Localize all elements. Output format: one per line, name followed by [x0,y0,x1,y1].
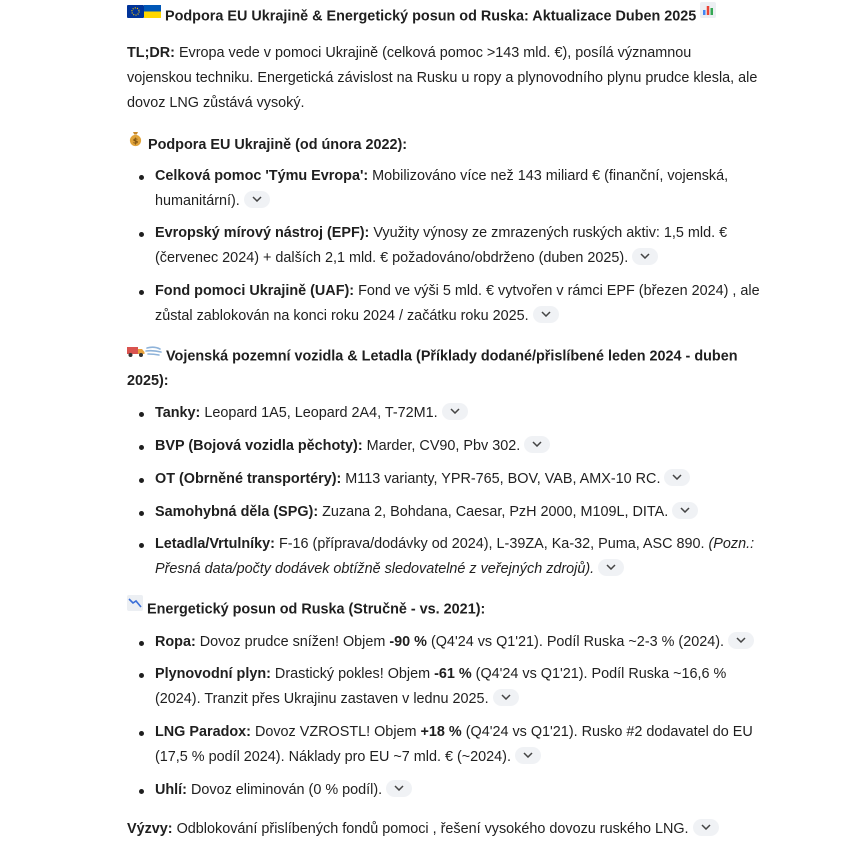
item-label: BVP (Bojová vozidla pěchoty): [155,438,363,454]
item-value: -90 % [389,634,427,650]
truck-icon [127,342,145,367]
chevron-down-icon [541,311,551,317]
expand-source-button[interactable] [664,469,690,486]
chevron-down-icon [523,752,533,758]
challenges-text: Odblokování přislíbených fondů pomoci , řešení vysokého dovozu ruského LNG. [172,821,689,837]
item-label: Ropa: [155,634,196,650]
chevron-down-icon [736,637,746,643]
expand-source-button[interactable] [515,747,541,764]
bar-chart-icon [700,2,716,27]
item-text: F-16 (příprava/dodávky od 2024), L-39ZA, Ka-32, Puma, ASC 890. [274,536,709,552]
item-label: OT (Obrněné transportéry): [155,471,342,487]
tldr-paragraph [127,41,759,116]
expand-source-button[interactable] [672,502,698,519]
item-text: (Q4'24 vs Q1'21). Podíl Ruska ~2-3 % (2024). [426,634,724,650]
item-label: Samohybná děla (SPG): [155,504,319,520]
expand-source-button[interactable] [693,819,719,836]
expand-source-button[interactable] [524,436,550,453]
chevron-down-icon [252,196,262,202]
chevron-down-icon [640,253,650,259]
eu-flag-icon [127,2,144,27]
tldr-text: Evropa vede v pomoci Ukrajině (celková pomoc >143 mld. €), posílá významnou vojenskou techniku. Energetická závislost na Rusku u ropy a plynovodního plynu prudce klesla, ale dovoz LNG zůstává vysoký. [127,45,758,111]
list-item [127,630,765,655]
list-item [127,662,765,712]
chevron-down-icon [680,507,690,513]
item-label: Tanky: [155,405,201,421]
list-item [127,401,765,426]
response-title [127,4,767,29]
list-item [127,279,765,329]
list-item [127,221,765,271]
chevron-down-icon [672,474,682,480]
item-text: Fond ve výši 5 mld. € vytvořen v rámci EPF (březen 2024) , ale zůstal zablokován na konci roku 2024 / začátku roku 2025. [155,283,760,324]
item-text: Dovoz prudce snížen! Objem [195,634,390,650]
list-item [127,532,765,582]
item-label: Letadla/Vrtulníky: [155,536,275,552]
expand-source-button[interactable] [244,191,270,208]
list-item [127,720,765,770]
item-text: (Q4'24 vs Q1'21). Podíl Ruska ~16,6 % (2024). Tranzit přes Ukrajinu zastaven v lednu 2025. [155,666,727,707]
list-item [127,500,765,525]
item-text: Marder, CV90, Pbv 302. [362,438,521,454]
chart-decreasing-icon [127,595,143,620]
chevron-down-icon [394,785,404,791]
list-item [127,164,765,214]
item-label: Fond pomoci Ukrajině (UAF): [155,283,355,299]
item-label: Celková pomoc 'Týmu Evropa': [155,168,369,184]
item-text: Leopard 1A5, Leopard 2A4, T-72M1. [200,405,438,421]
expand-source-button[interactable] [386,780,412,797]
item-text: Mobilizováno více než 143 miliard € (finanční, vojenská, humanitární). [155,168,729,209]
dash-icon [145,342,162,367]
expand-source-button[interactable] [598,559,624,576]
item-value: +18 % [420,724,462,740]
chevron-down-icon [606,564,616,570]
item-text: Využity výnosy ze zmrazených ruských aktiv: 1,5 mld. € (červenec 2024) + dalších 2,1 mld. € požadováno/obdrženo (duben 2025). [155,225,728,266]
item-label: Uhlí: [155,782,187,798]
item-note: (Pozn.: Přesná data/počty dodávek obtížně sledovatelné z veřejných zdrojů). [155,536,755,577]
military-heading-text: Vojenská pozemní vozidla & Letadla (Příklady dodané/přislíbené leden 2024 - duben 2025): [127,348,738,390]
item-text: (Q4'24 vs Q1'21). Rusko #2 dodavatel do EU (17,5 % podíl 2024). Náklady pro EU ~7 mld. € (~2024). [155,724,753,765]
list-item [127,434,765,459]
chevron-down-icon [450,408,460,414]
challenges-label: Výzvy: [127,821,173,837]
item-text: Drastický pokles! Objem [270,666,435,682]
item-label: Plynovodní plyn: [155,666,271,682]
title-text: Podpora EU Ukrajině & Energetický posun od Ruska: Aktualizace Duben 2025 [165,8,697,25]
expand-source-button[interactable] [493,689,519,706]
ukraine-flag-icon [144,2,161,27]
item-label: LNG Paradox: [155,724,251,740]
item-text: M113 varianty, YPR-765, BOV, VAB, AMX-10 RC. [341,471,661,487]
expand-source-button[interactable] [442,403,468,420]
support-heading [127,132,767,158]
chevron-down-icon [501,694,511,700]
challenges-paragraph [127,817,767,842]
expand-source-button[interactable] [533,306,559,323]
svg-text:$: $ [132,136,139,146]
list-item [127,778,765,803]
chevron-down-icon [532,441,542,447]
item-text: Dovoz eliminován (0 % podíl). [186,782,383,798]
energy-heading [127,597,767,622]
energy-heading-text: Energetický posun od Ruska (Stručně - vs. 2021): [147,601,486,618]
chevron-down-icon [701,824,711,830]
expand-source-button[interactable] [632,248,658,265]
item-text: Dovoz VZROSTL! Objem [250,724,421,740]
item-label: Evropský mírový nástroj (EPF): [155,225,370,241]
list-item [127,467,765,492]
military-heading [127,344,759,394]
tldr-label: TL;DR: [127,45,175,61]
item-value: -61 % [434,666,472,682]
item-text: Zuzana 2, Bohdana, Caesar, PzH 2000, M109L, DITA. [318,504,669,520]
support-heading-text: Podpora EU Ukrajině (od února 2022): [148,136,408,153]
expand-source-button[interactable] [728,632,754,649]
money-bag-icon [127,130,144,156]
